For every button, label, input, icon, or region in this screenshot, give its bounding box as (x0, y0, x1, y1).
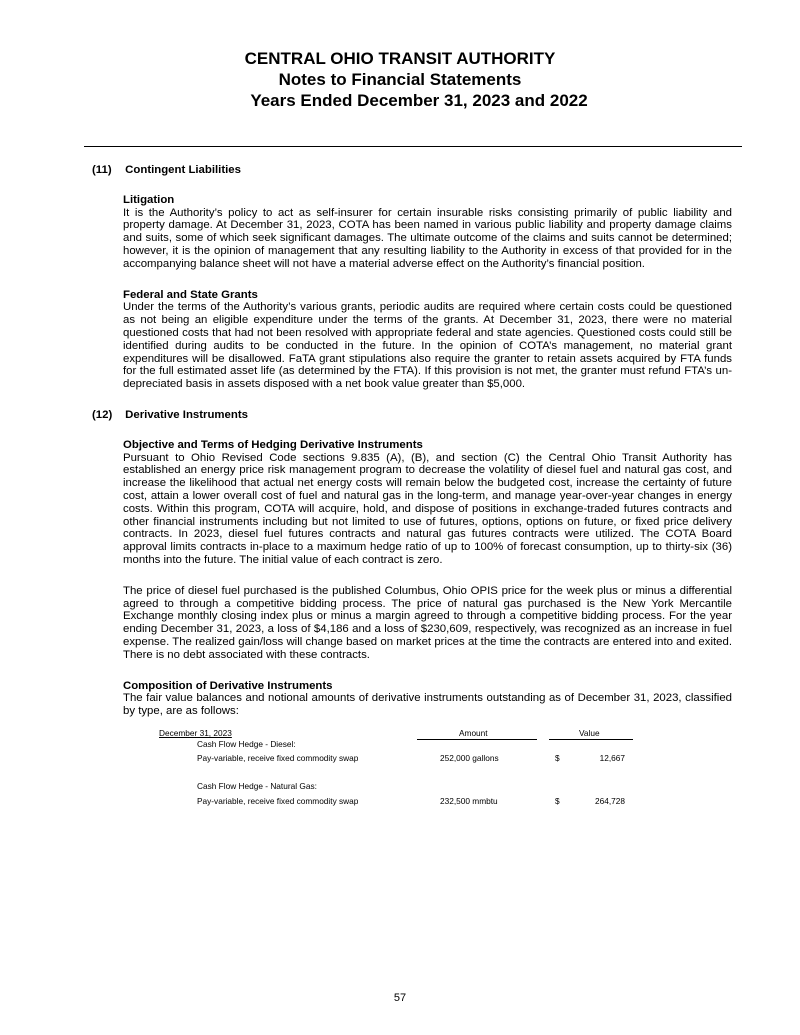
section-number: (11) (92, 164, 112, 176)
derivatives-subsection (123, 439, 732, 718)
table-row-value: 264,728 (595, 795, 625, 806)
section-12-heading (92, 409, 732, 422)
header-divider (84, 146, 742, 147)
org-name: CENTRAL OHIO TRANSIT AUTHORITY (244, 49, 556, 68)
subsection-title: Objective and Terms of Hedging Derivative Instruments (123, 438, 423, 451)
notes-body (92, 164, 732, 820)
subsection-title: Federal and State Grants (123, 288, 258, 301)
table-date-label: December 31, 2023 (159, 727, 232, 738)
amount-column-header: Amount (459, 727, 488, 738)
document-period: Years Ended December 31, 2023 and 2022 (250, 91, 588, 110)
section-11-heading (92, 164, 732, 177)
paragraph: The fair value balances and notional amounts of derivative instruments outstanding as of December 31, 2023, classified by type, are as follows: (123, 692, 732, 718)
derivatives-table (159, 728, 639, 820)
value-column-header: Value (579, 727, 600, 738)
table-group-label: Cash Flow Hedge - Natural Gas: (197, 780, 317, 791)
paragraph: Pursuant to Ohio Revised Code sections 9.835 (A), (B), and section (C) the Central Ohio Transit Authority has established an energy price risk management program to decrease the volatility of diesel fuel and natural gas cost, and increase the likelihood that actual net energy costs will remain below the budgeted cost, increase the certainty of future cost, attain a lower overall cost of fuel and natural gas in the long-term, and manage year-over-year changes in energy costs. Within this program, COTA will acquire, hold, and dispose of positions in exchange-traded futures contracts and other financial instruments including but not limited to use of futures, options, options on future, or fixed price delivery contracts. In 2023, diesel fuel futures contracts and natural gas futures contracts were utilized. The COTA Board approval limits contracts in-place to a maximum hedge ratio of up to 100% of forecast consumption, up to thirty-six (36) months into the future. The initial value of each contract is zero. (123, 451, 732, 566)
litigation-subsection (123, 194, 732, 391)
section-number: (12) (92, 408, 113, 421)
value-header-rule (549, 739, 633, 740)
amount-header-rule (417, 739, 537, 740)
section-title: Derivative Instruments (125, 408, 248, 421)
table-row-amount: 232,500 mmbtu (440, 795, 498, 806)
table-row-amount: 252,000 gallons (440, 752, 499, 763)
subsection-title: Litigation (123, 193, 175, 206)
paragraph: It is the Authority’s policy to act as self-insurer for certain insurable risks consisting primarily of public liability and property damage. At December 31, 2023, COTA has been named in various public liability and property damage claims and suits, some of which seek significant damages. The ultimate outcome of the claims and suits cannot be determined; however, it is the opinion of management that any resulting liability to the Authority in excess of that provided for in the accompanying balance sheet will not have a material adverse effect on the Authority’s financial position. (123, 206, 732, 270)
table-row-currency: $ (555, 752, 560, 763)
section-title: Contingent Liabilities (125, 164, 241, 176)
table-group-label: Cash Flow Hedge - Diesel: (197, 738, 296, 749)
paragraph: Under the terms of the Authority’s various grants, periodic audits are required where certain costs could be questioned as not being an eligible expenditure under the terms of the grants. At December 31, 2023, there were no material questioned costs that had not been resolved with appropriate federal and state agencies. Questioned costs could still be identified during audits to be conducted in the future. In the opinion of COTA’s management, no material grant expenditures will be disallowed. FaTA grant stipulations also require the granter to retain assets acquired by FTA funds for the full estimated asset life (as determined by the FTA). If this provision is not met, the granter must refund FTA’s un-depreciated basis in assets disposed with a net book value greater than $5,000. (123, 301, 732, 391)
document-title: Notes to Financial Statements (278, 70, 522, 89)
page-header (0, 48, 800, 111)
subsection-title: Composition of Derivative Instruments (123, 679, 333, 692)
table-row-desc: Pay-variable, receive fixed commodity swap (197, 752, 359, 763)
table-row-desc: Pay-variable, receive fixed commodity swap (197, 795, 359, 806)
paragraph: The price of diesel fuel purchased is the published Columbus, Ohio OPIS price for the week plus or minus a differential agreed to through a competitive bidding process. The price of natural gas purchased is the New York Mercantile Exchange monthly closing index plus or minus a margin agreed to through a competitive bidding process. For the year ending December 31, 2023, a loss of $4,186 and a loss of $230,609, respectively, was recognized as an increase in fuel expense. The realized gain/loss will change based on market prices at the time the contracts are entered into and exited. There is no debt associated with these contracts. (123, 584, 732, 661)
table-row-value: 12,667 (599, 752, 625, 763)
page-number: 57 (393, 992, 407, 1004)
table-row-currency: $ (555, 795, 560, 806)
